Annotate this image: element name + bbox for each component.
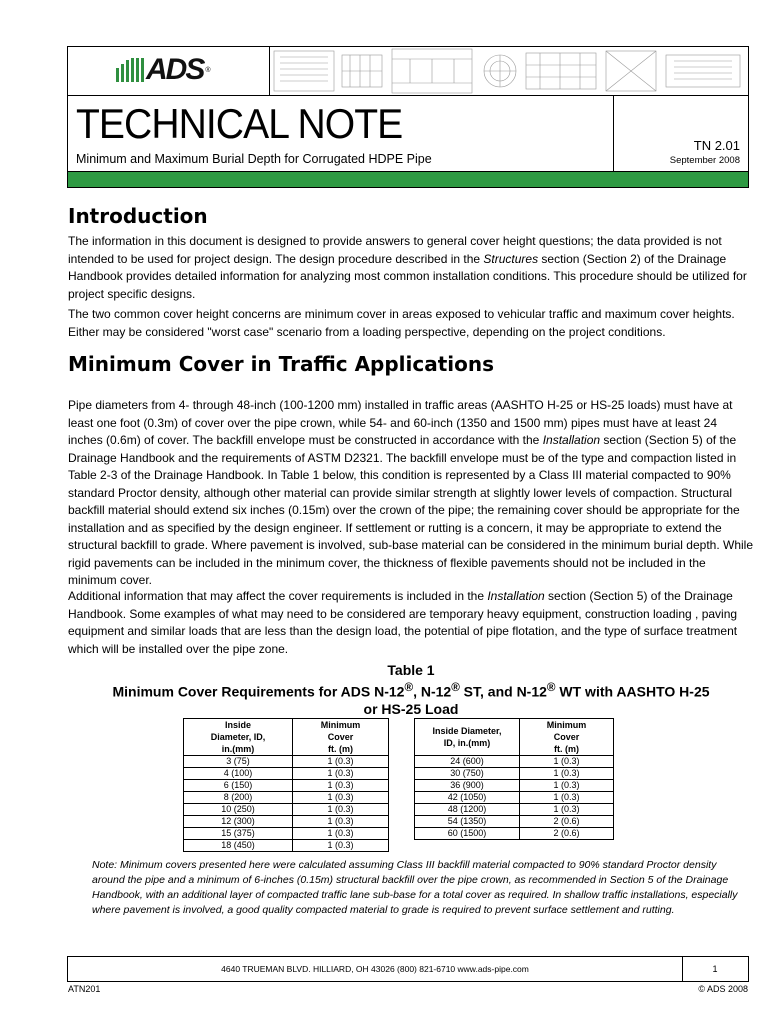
table-row bbox=[184, 840, 389, 852]
table-row bbox=[184, 816, 389, 828]
table-row bbox=[184, 792, 389, 804]
table-cell: 1 (0.3) bbox=[293, 780, 389, 792]
table-cell: 54 (1350) bbox=[415, 816, 520, 828]
table-row bbox=[415, 816, 614, 828]
table-cell: 1 (0.3) bbox=[520, 804, 614, 816]
footer-box bbox=[67, 956, 749, 982]
document-code: ATN201 bbox=[68, 984, 101, 994]
intro-paragraph-2: The two common cover height concerns are minimum cover in areas exposed to vehicular traffic and maximum cover heights. Either may be considered "worst case" scenario from a loading perspective, depending on the project conditions. bbox=[68, 307, 735, 339]
ads-stripes-logo-icon bbox=[116, 58, 144, 82]
intro-paragraph-1: The information in this document is designed to provide answers to general cover height questions; the data provided is not intended to be used for project design. The design procedure described in the Structures section (Section 2) of the Drainage Handbook provides detailed information for analyzing most common installation conditions. This procedure should be utilized for project specific designs. bbox=[68, 234, 747, 301]
table-row bbox=[184, 780, 389, 792]
table-cell: 42 (1050) bbox=[415, 792, 520, 804]
table-cell: 48 (1200) bbox=[415, 804, 520, 816]
table-cell: 4 (100) bbox=[184, 768, 293, 780]
document-date: September 2008 bbox=[669, 155, 740, 166]
table-row bbox=[415, 792, 614, 804]
header-box bbox=[67, 46, 749, 188]
table-cell: 1 (0.3) bbox=[293, 792, 389, 804]
logo-text: ADS bbox=[146, 53, 204, 86]
table-header-cell: Minimum Cover ft. (m) bbox=[293, 719, 389, 756]
table-row bbox=[184, 768, 389, 780]
table-cell: 24 (600) bbox=[415, 756, 520, 768]
table-cell: 1 (0.3) bbox=[293, 768, 389, 780]
table-cell: 2 (0.6) bbox=[520, 816, 614, 828]
table-row bbox=[415, 804, 614, 816]
table-header-cell: Inside Diameter, ID, in.(mm) bbox=[184, 719, 293, 756]
footer-address: 4640 TRUEMAN BLVD. HILLIARD, OH 43026 (800) 821-6710 www.ads-pipe.com bbox=[68, 957, 683, 981]
table-header-cell: Minimum Cover ft. (m) bbox=[520, 719, 614, 756]
section-heading-minimum-cover: Minimum Cover in Traffic Applications bbox=[68, 352, 495, 376]
table-cell: 1 (0.3) bbox=[293, 840, 389, 852]
document-subtitle: Minimum and Maximum Burial Depth for Corrugated HDPE Pipe bbox=[76, 152, 432, 166]
table-cell: 2 (0.6) bbox=[520, 828, 614, 840]
table-row bbox=[415, 756, 614, 768]
table-cell: 15 (375) bbox=[184, 828, 293, 840]
table-cell: 30 (750) bbox=[415, 768, 520, 780]
table-cell: 3 (75) bbox=[184, 756, 293, 768]
table-cell: 36 (900) bbox=[415, 780, 520, 792]
table-cell: 10 (250) bbox=[184, 804, 293, 816]
table-cell: 1 (0.3) bbox=[520, 792, 614, 804]
table-caption: Minimum Cover Requirements for ADS N-12®, N-12® ST, and N-12® WT with AASHTO H-25 or HS-25 Load bbox=[112, 681, 710, 717]
table-row bbox=[184, 756, 389, 768]
min-cover-paragraph-1: Pipe diameters from 4- through 48-inch (100-1200 mm) installed in traffic areas (AASHTO H-25 or HS-25 loads) must have at least one foot (0.3m) of cover over the pipe crown, while 54- and 60-inch (1350 and 1500 mm) pipes must have at least 24 inches (0.6m) of cover. The backfill envelope must be constructed in accordance with the Installation section (Section 5) of the Drainage Handbook and the requirements of ASTM D2321. The backfill envelope must be of the type and compaction listed in Table 2-3 of the Drainage Handbook. In Table 1 below, this condition is represented by a Class III material compacted to 90% standard Proctor density, although other material can provide similar strength at slightly lower levels of compaction. Structural backfill material should extend six inches (0.15m) over the crown of the pipe; the remaining cover should be appropriate for the installation and as specified by the design engineer. If settlement or rutting is a concern, it may be appropriate to extend the structural backfill to grade. Where pavement is involved, sub-base material can be considered in the minimum burial depth. While rigid pavements can be included in the minimum cover, the thickness of flexible pavements should not be included in the minimum cover. bbox=[68, 398, 753, 587]
tn-number: TN 2.01 bbox=[693, 138, 740, 153]
table-cell: 1 (0.3) bbox=[520, 768, 614, 780]
table-cell: 1 (0.3) bbox=[520, 756, 614, 768]
table-note: Note: Minimum covers presented here were calculated assuming Class III backfill material compacted to 90% standard Proctor density around the pipe and a minimum of 6-inches (0.15m) structural backfill over the pipe crown, as recommended in Section 5 of the Drainage Handbook, with an additional layer of compacted traffic lane sub-base for a total cover as required. In shallow traffic installations, especially where pavement is involved, a good quality compacted material to grade is required to prevent surface settlement and rutting. bbox=[92, 859, 738, 916]
table-row bbox=[415, 780, 614, 792]
title-cell bbox=[68, 96, 614, 173]
table-cell: 12 (300) bbox=[184, 816, 293, 828]
table-cell: 8 (200) bbox=[184, 792, 293, 804]
table-header-cell: Inside Diameter, ID, in.(mm) bbox=[415, 719, 520, 756]
table-row bbox=[184, 828, 389, 840]
table-cell: 6 (150) bbox=[184, 780, 293, 792]
title-row bbox=[68, 96, 748, 173]
table-cell: 1 (0.3) bbox=[293, 804, 389, 816]
min-cover-paragraph-2: Additional information that may affect the cover requirements is included in the Installation section (Section 5) of the Drainage Handbook. Some examples of what may need to be considered are temporary heavy equipment, construction loading , paving equipment and similar loads that are less than the design load, the potential of pipe flotation, and the type of surface treatment which will be installed over the pipe zone. bbox=[68, 589, 738, 656]
table-cell: 1 (0.3) bbox=[293, 756, 389, 768]
table-cell: 60 (1500) bbox=[415, 828, 520, 840]
table-cell: 1 (0.3) bbox=[520, 780, 614, 792]
table-label: Table 1 bbox=[387, 662, 435, 678]
cover-table-right bbox=[414, 718, 614, 840]
table-row bbox=[415, 828, 614, 840]
cover-table-left bbox=[183, 718, 389, 852]
header-top-row bbox=[68, 47, 748, 96]
ads-logo: ADS ® bbox=[116, 55, 211, 85]
copyright: © ADS 2008 bbox=[698, 984, 748, 994]
section-heading-introduction: Introduction bbox=[68, 204, 208, 228]
engineering-drawing-icon bbox=[270, 47, 748, 95]
table-cell: 1 (0.3) bbox=[293, 828, 389, 840]
document-title: TECHNICAL NOTE bbox=[76, 100, 403, 147]
logo-cell bbox=[68, 47, 270, 95]
page-number: 1 bbox=[712, 964, 718, 974]
table-row bbox=[184, 804, 389, 816]
header-green-bar bbox=[68, 171, 748, 187]
table-cell: 1 (0.3) bbox=[293, 816, 389, 828]
table-row bbox=[415, 768, 614, 780]
table-cell: 18 (450) bbox=[184, 840, 293, 852]
